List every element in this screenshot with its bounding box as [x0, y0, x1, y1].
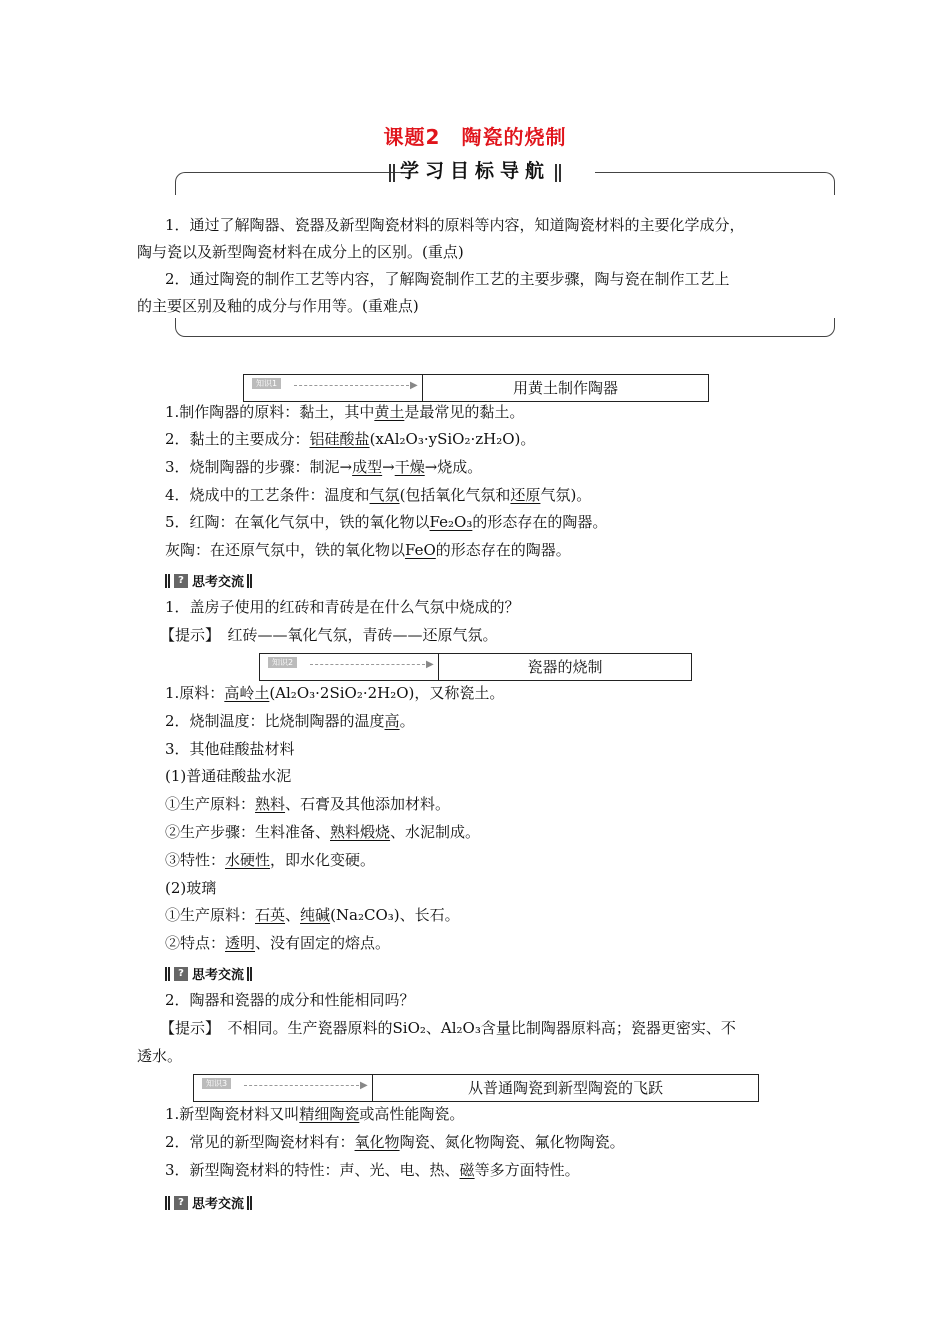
- section-title: 从普通陶瓷到新型陶瓷的飞跃: [467, 1079, 663, 1097]
- text-line: 2．黏土的主要成分：铝硅酸盐(xAl₂O₃·ySiO₂·zH₂O)。: [165, 430, 536, 448]
- goal-line-3: 2．通过陶瓷的制作工艺等内容，了解陶瓷制作工艺的主要步骤，陶与瓷在制作工艺上: [165, 270, 730, 288]
- question-line: 2．陶器和瓷器的成分和性能相同吗？: [165, 991, 415, 1009]
- hint-line: 【提示】 不相同。生产瓷器原料的SiO₂、Al₂O₃含量比制陶器原料高；瓷器更密实、不: [160, 1019, 736, 1037]
- text-line: 3．其他硅酸盐材料: [165, 740, 295, 758]
- hint-line: 透水。: [137, 1047, 183, 1065]
- question-icon: ?: [174, 967, 188, 981]
- section-title: 用黄土制作陶器: [512, 379, 618, 397]
- text-line: ②特点：透明、没有固定的熔点。: [165, 934, 391, 952]
- text-line: (1)普通硅酸盐水泥: [165, 767, 292, 785]
- text-line: 灰陶：在还原气氛中，铁的氧化物以FeO的形态存在的陶器。: [165, 541, 571, 559]
- text-line: 4．烧成中的工艺条件：温度和气氛(包括氧化气氛和还原气氛)。: [165, 486, 592, 504]
- knowledge-tag: 知识2: [268, 657, 297, 668]
- hint-line: 【提示】 红砖——氧化气氛，青砖——还原气氛。: [160, 626, 498, 644]
- knowledge-tag: 知识3: [202, 1078, 231, 1089]
- text-line: (2)玻璃: [165, 879, 217, 897]
- text-line: ①生产原料：石英、纯碱(Na₂CO₃)、长石。: [165, 906, 460, 924]
- text-line: 3．烧制陶器的步骤：制泥→成型→干燥→烧成。: [165, 458, 483, 476]
- text-line: 1.制作陶器的原料：黏土，其中黄土是最常见的黏土。: [165, 403, 525, 421]
- text-line: 3．新型陶瓷材料的特性：声、光、电、热、磁等多方面特性。: [165, 1161, 580, 1179]
- question-line: 1．盖房子使用的红砖和青砖是在什么气氛中烧成的？: [165, 598, 520, 616]
- question-icon: ?: [174, 1196, 188, 1210]
- section-title: 瓷器的烧制: [527, 658, 603, 676]
- text-line: 1.原料：高岭土(Al₂O₃·2SiO₂·2H₂O)，又称瓷土。: [165, 684, 505, 702]
- section-header-2: 知识2 ▶ 瓷器的烧制: [259, 653, 692, 681]
- text-line: ②生产步骤：生料准备、熟料煅烧、水泥制成。: [165, 823, 481, 841]
- text-line: 2．常见的新型陶瓷材料有：氧化物陶瓷、氮化物陶瓷、氟化物陶瓷。: [165, 1133, 625, 1151]
- text-line: 5．红陶：在氧化气氛中，铁的氧化物以Fe₂O₃的形态存在的陶器。: [165, 513, 608, 531]
- goal-line-2: 陶与瓷以及新型陶瓷材料在成分上的区别。(重点): [137, 243, 464, 261]
- think-exchange-heading: ? 思考交流: [165, 964, 253, 983]
- goals-frame-bottom: [175, 318, 835, 337]
- text-line: ③特性：水硬性，即水化变硬。: [165, 851, 376, 869]
- page-title: 课题2 陶瓷的烧制: [383, 125, 567, 149]
- goal-line-4: 的主要区别及釉的成分与作用等。(重难点): [137, 297, 419, 315]
- knowledge-tag: 知识1: [252, 378, 281, 389]
- think-exchange-heading: ? 思考交流: [165, 571, 253, 590]
- goal-line-1: 1．通过了解陶器、瓷器及新型陶瓷材料的原料等内容，知道陶瓷材料的主要化学成分，: [165, 216, 745, 234]
- text-line: 2．烧制温度：比烧制陶器的温度高。: [165, 712, 415, 730]
- section-header-3: 知识3 ▶ 从普通陶瓷到新型陶瓷的飞跃: [193, 1074, 759, 1102]
- text-line: 1.新型陶瓷材料又叫精细陶瓷或高性能陶瓷。: [165, 1105, 465, 1123]
- question-icon: ?: [174, 574, 188, 588]
- think-exchange-heading: ? 思考交流: [165, 1193, 253, 1212]
- section-header-1: 知识1 ▶ 用黄土制作陶器: [243, 374, 709, 402]
- goals-banner: 学习目标导航: [0, 156, 950, 183]
- text-line: ①生产原料：熟料、石膏及其他添加材料。: [165, 795, 451, 813]
